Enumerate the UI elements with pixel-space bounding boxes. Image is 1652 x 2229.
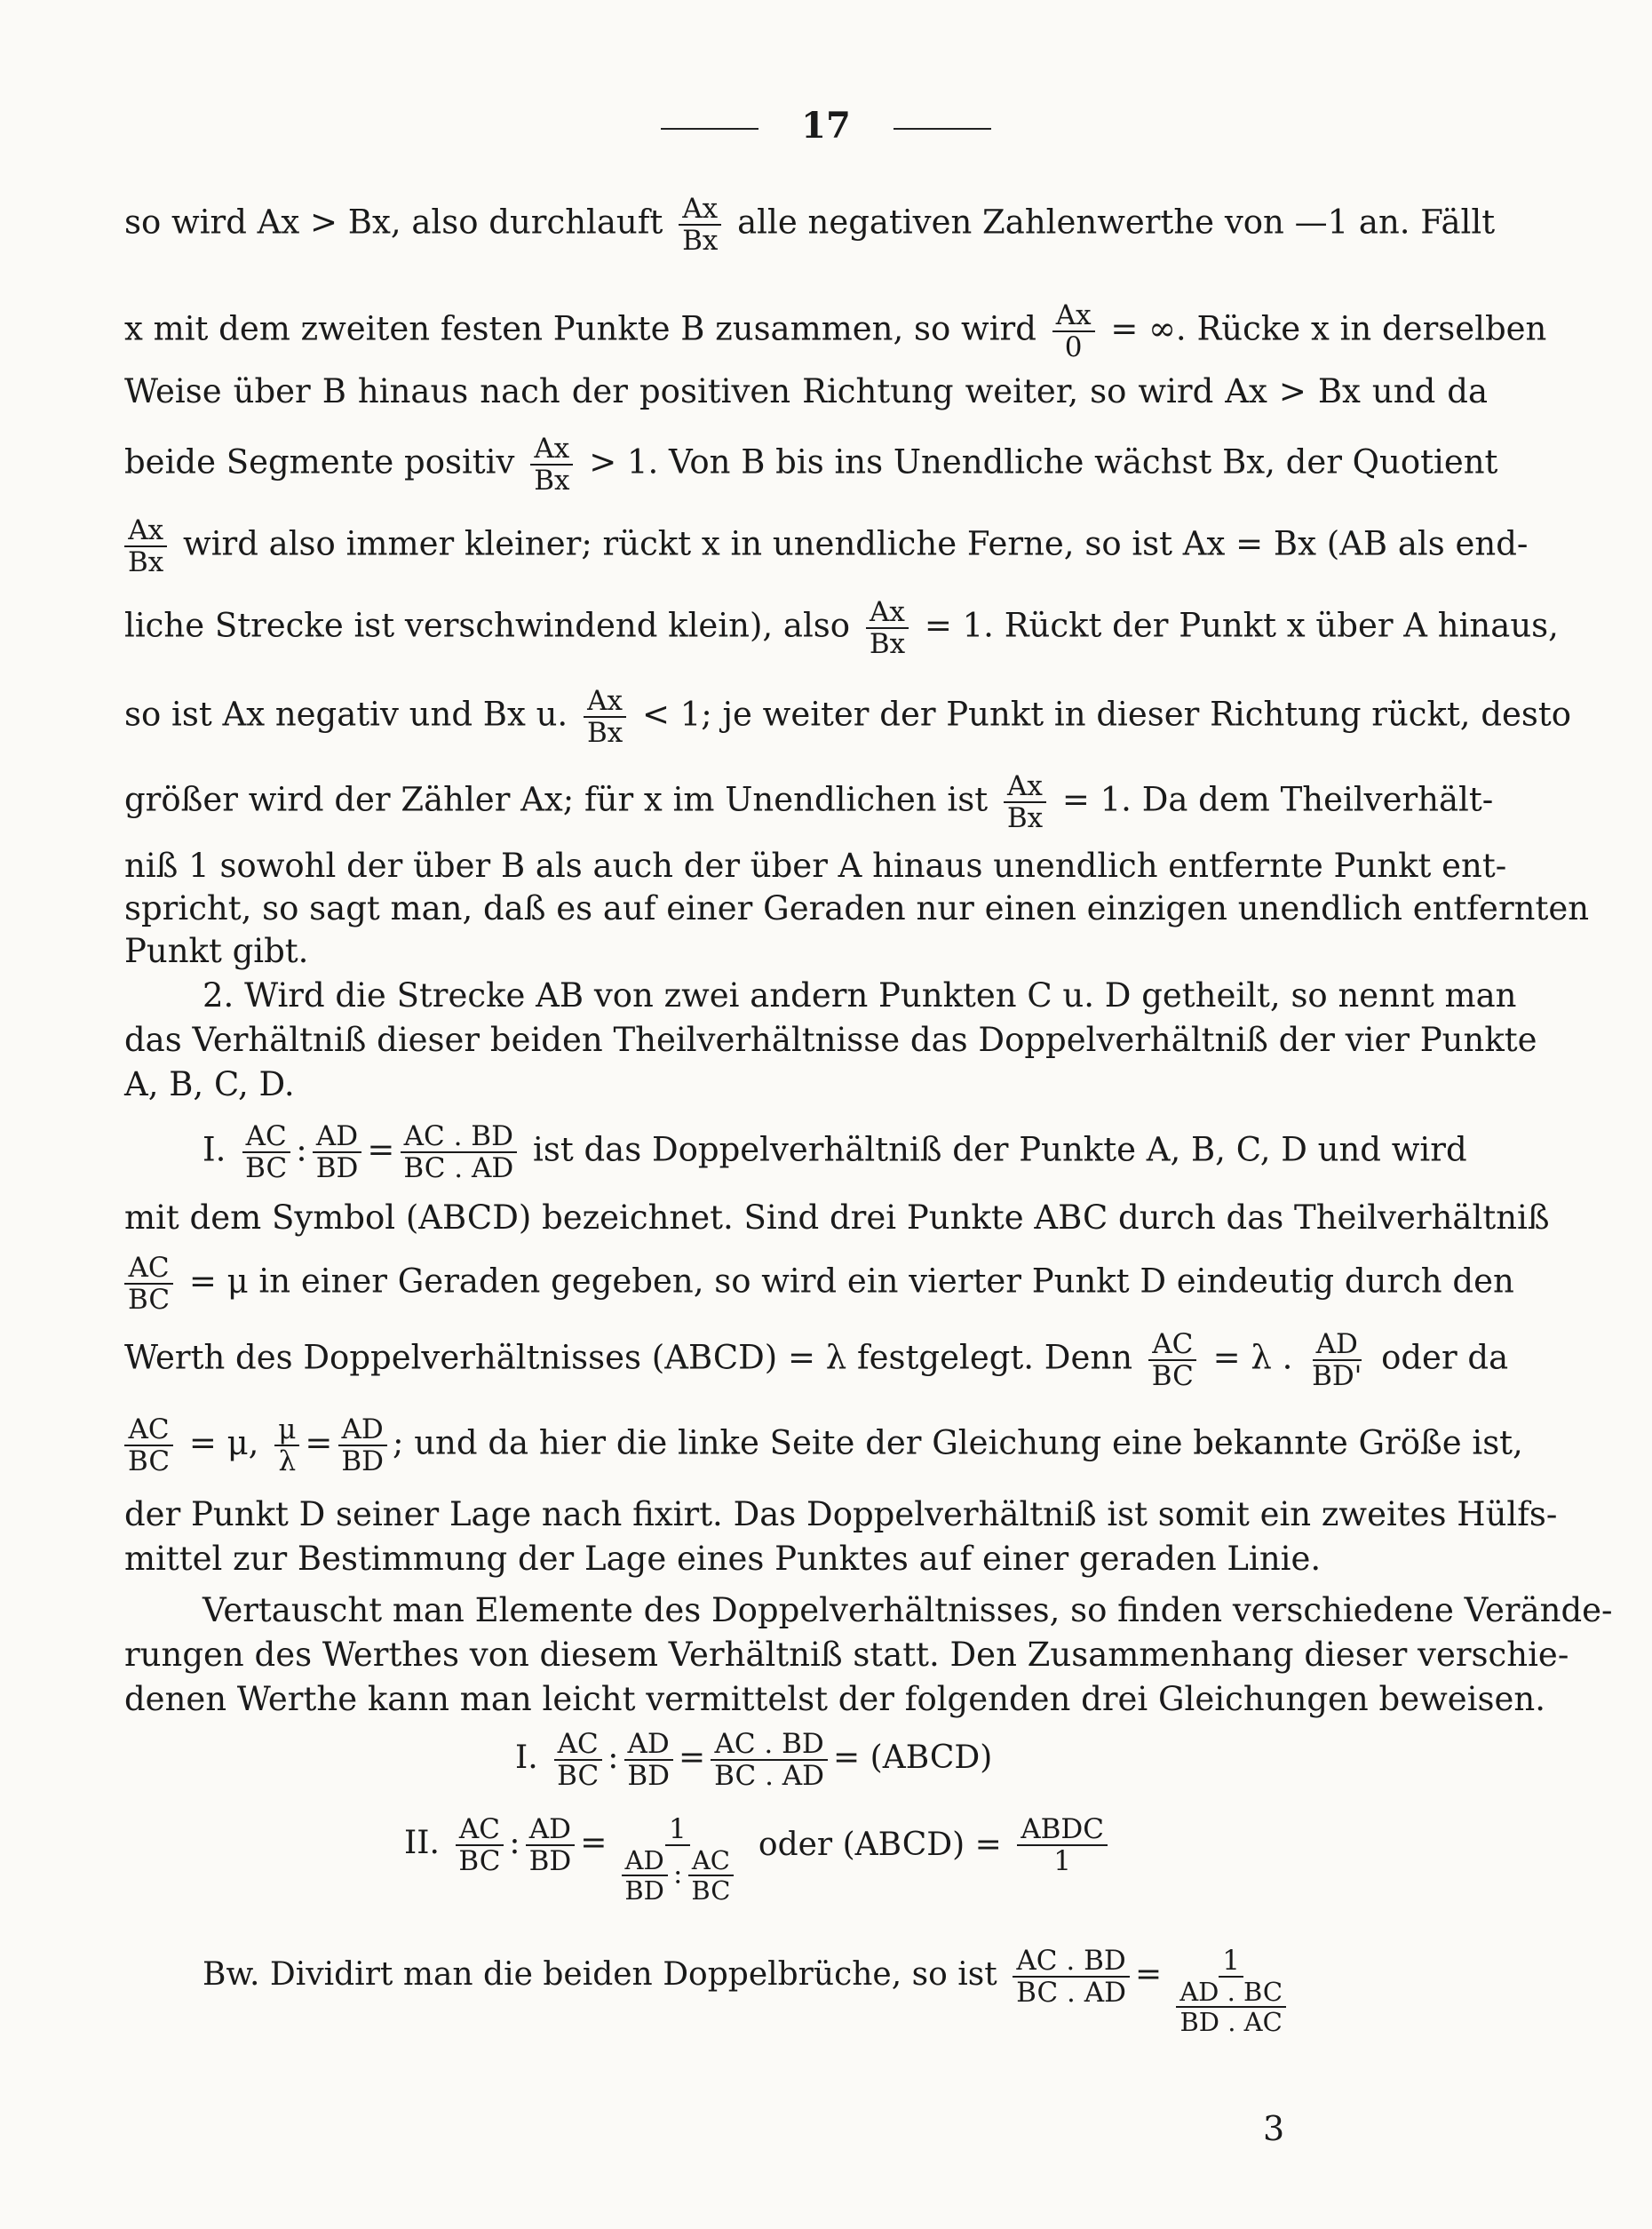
- text-line: [124, 371, 1488, 412]
- text-span: wird also immer kleiner; rückt x in unendliche Ferne, so ist Ax = Bx (AB als end-: [183, 524, 1529, 563]
- numerator: AC: [554, 1729, 602, 1761]
- numerator: Ax: [679, 194, 721, 226]
- text-span: = μ in einer Geraden gegeben, so wird ein vierter Punkt D eindeutig durch den: [188, 1262, 1514, 1301]
- signature-mark: 3: [1263, 2109, 1285, 2148]
- text-span: beide Segmente positiv: [124, 442, 515, 482]
- header-rule-left: [661, 128, 758, 130]
- equation-ii: II. $\frac{AC}{BC}$ : $\frac{AD}{BD}$ = 1 $\frac{AD}{BD}$ : $\frac{AC}{BC}$ oder (ABCD) = $\frac{\text{ABDC}}{1}$: [404, 1814, 1113, 1905]
- denominator: λ: [278, 1445, 297, 1477]
- text-span: Dividirt man die beiden Doppelbrüche, so ist: [269, 1956, 997, 1993]
- page-header: [0, 105, 1652, 147]
- text-span: = μ,: [188, 1423, 259, 1462]
- fraction: [679, 194, 721, 256]
- numerator: AC . BD: [401, 1121, 517, 1153]
- fraction: [1052, 300, 1095, 362]
- text-span: so wird Ax > Bx, also durchlauft: [124, 203, 663, 242]
- denominator: BC: [691, 1875, 731, 1906]
- numerator: Ax: [866, 597, 909, 629]
- fraction: [124, 1414, 173, 1477]
- fraction: [242, 1121, 290, 1183]
- text-span: < 1; je weiter der Punkt in dieser Richtung rückt, desto: [641, 695, 1572, 734]
- text-span: so ist Ax negativ und Bx u.: [124, 695, 568, 734]
- text-line: [124, 1635, 1569, 1676]
- numerator: AD: [622, 1846, 668, 1876]
- fraction: [274, 1414, 299, 1477]
- numerator: μ: [274, 1414, 299, 1446]
- proof-line: Bw. Dividirt man die beiden Doppelbrüche, so ist $\frac{AC . BD}{BC . AD}$ = $\frac{1}{\frac{AD . BC}{BD . AC}}$: [203, 1946, 1300, 2036]
- numerator: Ax: [530, 434, 573, 466]
- denominator: BD: [627, 1760, 670, 1792]
- text-span: alle negativen Zahlenwerthe von —1 an. Fällt: [737, 203, 1496, 242]
- text-line: [124, 770, 1494, 834]
- denominator: BD: [341, 1445, 384, 1477]
- fraction: [1013, 1946, 1130, 2008]
- text-span: mit dem Symbol (ABCD) bezeichnet. Sind drei Punkte ABC durch das Theilverhältniß: [124, 1198, 1550, 1237]
- text-line: [124, 1328, 1509, 1392]
- text-line: [124, 514, 1529, 578]
- text-span: = (ABCD): [833, 1739, 993, 1776]
- header-rule-right: [894, 128, 991, 130]
- equation-label: I.: [515, 1739, 538, 1776]
- text-line: [124, 888, 1590, 929]
- fraction: [1017, 1814, 1108, 1876]
- fraction: [687, 1846, 734, 1905]
- text-line: [124, 1539, 1488, 1580]
- text-line: [124, 685, 1572, 749]
- text-span: größer wird der Zähler Ax; für x im Unendlichen ist: [124, 780, 989, 819]
- fraction: [1176, 1978, 1286, 2036]
- denominator: BD . AC: [1179, 2007, 1283, 2037]
- text-span: niß 1 sowohl der über B als auch der über A hinaus unendlich entfernte Punkt ent-: [124, 847, 1507, 885]
- text-line: [124, 1020, 1537, 1061]
- equation-i: I. $\frac{AC}{BC}$ : $\frac{AD}{BD}$ = $\frac{AC . BD}{BC . AD}$ = (ABCD): [515, 1728, 993, 1792]
- equation-label: II.: [404, 1825, 440, 1861]
- denominator: BD: [315, 1152, 359, 1184]
- fraction: [866, 597, 909, 659]
- text-span: = λ .: [1212, 1338, 1293, 1377]
- denominator: BC . AD: [403, 1152, 514, 1184]
- denominator: BC: [245, 1152, 288, 1184]
- denominator: 1: [1053, 1845, 1071, 1877]
- fraction: [1167, 1946, 1295, 2036]
- numerator: AD: [1313, 1329, 1362, 1361]
- denominator: [1167, 1978, 1295, 2036]
- denominator: BC: [128, 1445, 171, 1477]
- denominator: Bx: [682, 225, 719, 257]
- denominator: BC . AD: [1016, 1977, 1127, 2009]
- numerator: AD: [338, 1414, 387, 1446]
- denominator: 0: [1064, 331, 1083, 363]
- numerator: AC: [688, 1846, 734, 1876]
- denominator: Bx: [128, 546, 164, 578]
- text-line: [124, 931, 1488, 972]
- text-line: [124, 299, 1547, 363]
- fraction: [313, 1121, 362, 1183]
- text-span: das Verhältniß dieser beiden Theilverhältnisse das Doppelverhältniß der vier Punkte: [124, 1021, 1537, 1059]
- fraction: [621, 1846, 668, 1905]
- proof-label: Bw.: [203, 1956, 260, 1993]
- numerator: AD: [313, 1121, 361, 1153]
- text-line: [124, 1679, 1545, 1720]
- fraction: [526, 1814, 576, 1876]
- fraction: [124, 515, 167, 577]
- numerator: AC: [1148, 1329, 1196, 1361]
- numerator: 1: [665, 1814, 690, 1846]
- text-line: [124, 193, 1496, 257]
- text-span: = ∞. Rücke x in derselben: [1110, 309, 1547, 348]
- numerator: 1: [1219, 1946, 1243, 1978]
- text-span: mittel zur Bestimmung der Lage eines Punktes auf einer geraden Linie.: [124, 1540, 1322, 1578]
- text-span: ist das Doppelverhältniß der Punkte A, B, C, D und wird: [533, 1130, 1467, 1169]
- numerator: AC: [242, 1121, 290, 1153]
- fraction: [553, 1729, 602, 1791]
- text-span: oder (ABCD) =: [758, 1827, 1002, 1863]
- text-line: [124, 1198, 1550, 1238]
- text-span: Weise über B hinaus nach der positiven Richtung weiter, so wird Ax > Bx und da: [124, 372, 1488, 410]
- fraction: [400, 1121, 517, 1183]
- text-line: [124, 433, 1498, 497]
- text-span: A, B, C, D.: [124, 1065, 295, 1103]
- denominator: BC: [458, 1845, 501, 1877]
- numerator: AC . BD: [711, 1729, 827, 1761]
- fraction: [612, 1814, 743, 1905]
- fraction: [338, 1414, 387, 1477]
- numerator: AD: [526, 1814, 575, 1846]
- text-line: $\frac{AC}{BC}$ = μ, $\frac{\mu}{\lambda}$ = $\frac{AD}{BD}$ ; und da hier die linke Seite der Gleichung eine bekannte Größe ist,: [124, 1414, 1488, 1477]
- numerator: AC: [456, 1814, 504, 1846]
- text-span: = 1. Da dem Theilverhält-: [1061, 780, 1494, 819]
- numerator: Ax: [1052, 300, 1095, 332]
- numerator: Ax: [1004, 771, 1046, 803]
- text-span: = 1. Rückt der Punkt x über A hinaus,: [924, 606, 1559, 645]
- denominator: Bx: [534, 465, 570, 497]
- numerator: AD: [624, 1729, 673, 1761]
- text-span: > 1. Von B bis ins Unendliche wächst Bx, der Quotient: [589, 442, 1498, 482]
- definition-line: I. $\frac{AC}{BC}$ : $\frac{AD}{BD}$ = $\frac{AC . BD}{BC . AD}$ ist das Doppelverhältniß der Punkte A, B, C, D und wird: [203, 1120, 1467, 1184]
- fraction: [530, 434, 573, 496]
- numerator: AC: [124, 1414, 172, 1446]
- text-span: x mit dem zweiten festen Punkte B zusammen, so wird: [124, 309, 1036, 348]
- text-span: denen Werthe kann man leicht vermittelst der folgenden drei Gleichungen beweisen.: [124, 1680, 1545, 1718]
- fraction: [711, 1729, 828, 1791]
- text-line: [124, 1494, 1558, 1535]
- fraction: [1004, 771, 1046, 833]
- fraction: [623, 1729, 673, 1791]
- denominator: BD: [624, 1875, 664, 1906]
- fraction: [1308, 1329, 1365, 1391]
- numerator: AC . BD: [1013, 1946, 1129, 1978]
- denominator: BC: [1151, 1360, 1194, 1392]
- text-line: [203, 1590, 1613, 1631]
- text-span: liche Strecke ist verschwindend klein), also: [124, 606, 851, 645]
- numerator: Ax: [584, 686, 626, 718]
- text-line: [124, 1064, 1488, 1105]
- denominator: BC: [557, 1760, 600, 1792]
- text-line: [124, 1252, 1514, 1316]
- text-span: Werth des Doppelverhältnisses (ABCD) = λ festgelegt. Denn: [124, 1338, 1133, 1377]
- fraction: [1148, 1329, 1197, 1391]
- fraction: [584, 686, 626, 748]
- numerator: AC: [124, 1253, 172, 1285]
- denominator: $\frac{AD}{BD}$ : $\frac{AC}{BC}$: [612, 1846, 743, 1905]
- denominator: Bx: [1006, 802, 1044, 834]
- fraction: [124, 1253, 173, 1315]
- text-span: Vertauscht man Elemente des Doppelverhältnisses, so finden verschiedene Verände-: [203, 1591, 1613, 1629]
- text-span: rungen des Werthes von diesem Verhältniß statt. Den Zusammenhang dieser verschie-: [124, 1636, 1569, 1674]
- denominator: Bx: [586, 717, 623, 749]
- text-span: der Punkt D seiner Lage nach fixirt. Das Doppelverhältniß ist somit ein zweites Hülfs-: [124, 1495, 1558, 1533]
- text-span: oder da: [1381, 1338, 1509, 1377]
- text-line: [203, 975, 1517, 1016]
- text-span: Punkt gibt.: [124, 932, 309, 970]
- denominator: Bx: [869, 628, 906, 660]
- fraction: [455, 1814, 504, 1876]
- text-span: ; und da hier die linke Seite der Gleichung eine bekannte Größe ist,: [393, 1423, 1523, 1462]
- numerator: Ax: [124, 515, 167, 547]
- text-line: [124, 596, 1559, 660]
- text-span: spricht, so sagt man, daß es auf einer Geraden nur einen einzigen unendlich entfernten: [124, 889, 1590, 927]
- denominator: BC: [128, 1284, 171, 1316]
- text-line: [124, 846, 1507, 887]
- text-span: 2. Wird die Strecke AB von zwei andern Punkten C u. D getheilt, so nennt man: [203, 976, 1517, 1015]
- numerator: AD . BC: [1176, 1978, 1286, 2008]
- denominator: BD': [1312, 1360, 1362, 1392]
- denominator: BD: [528, 1845, 572, 1877]
- numerator: ABDC: [1017, 1814, 1108, 1846]
- text-span: I.: [203, 1130, 226, 1169]
- page-number: 17: [801, 105, 851, 147]
- denominator: BC . AD: [714, 1760, 825, 1792]
